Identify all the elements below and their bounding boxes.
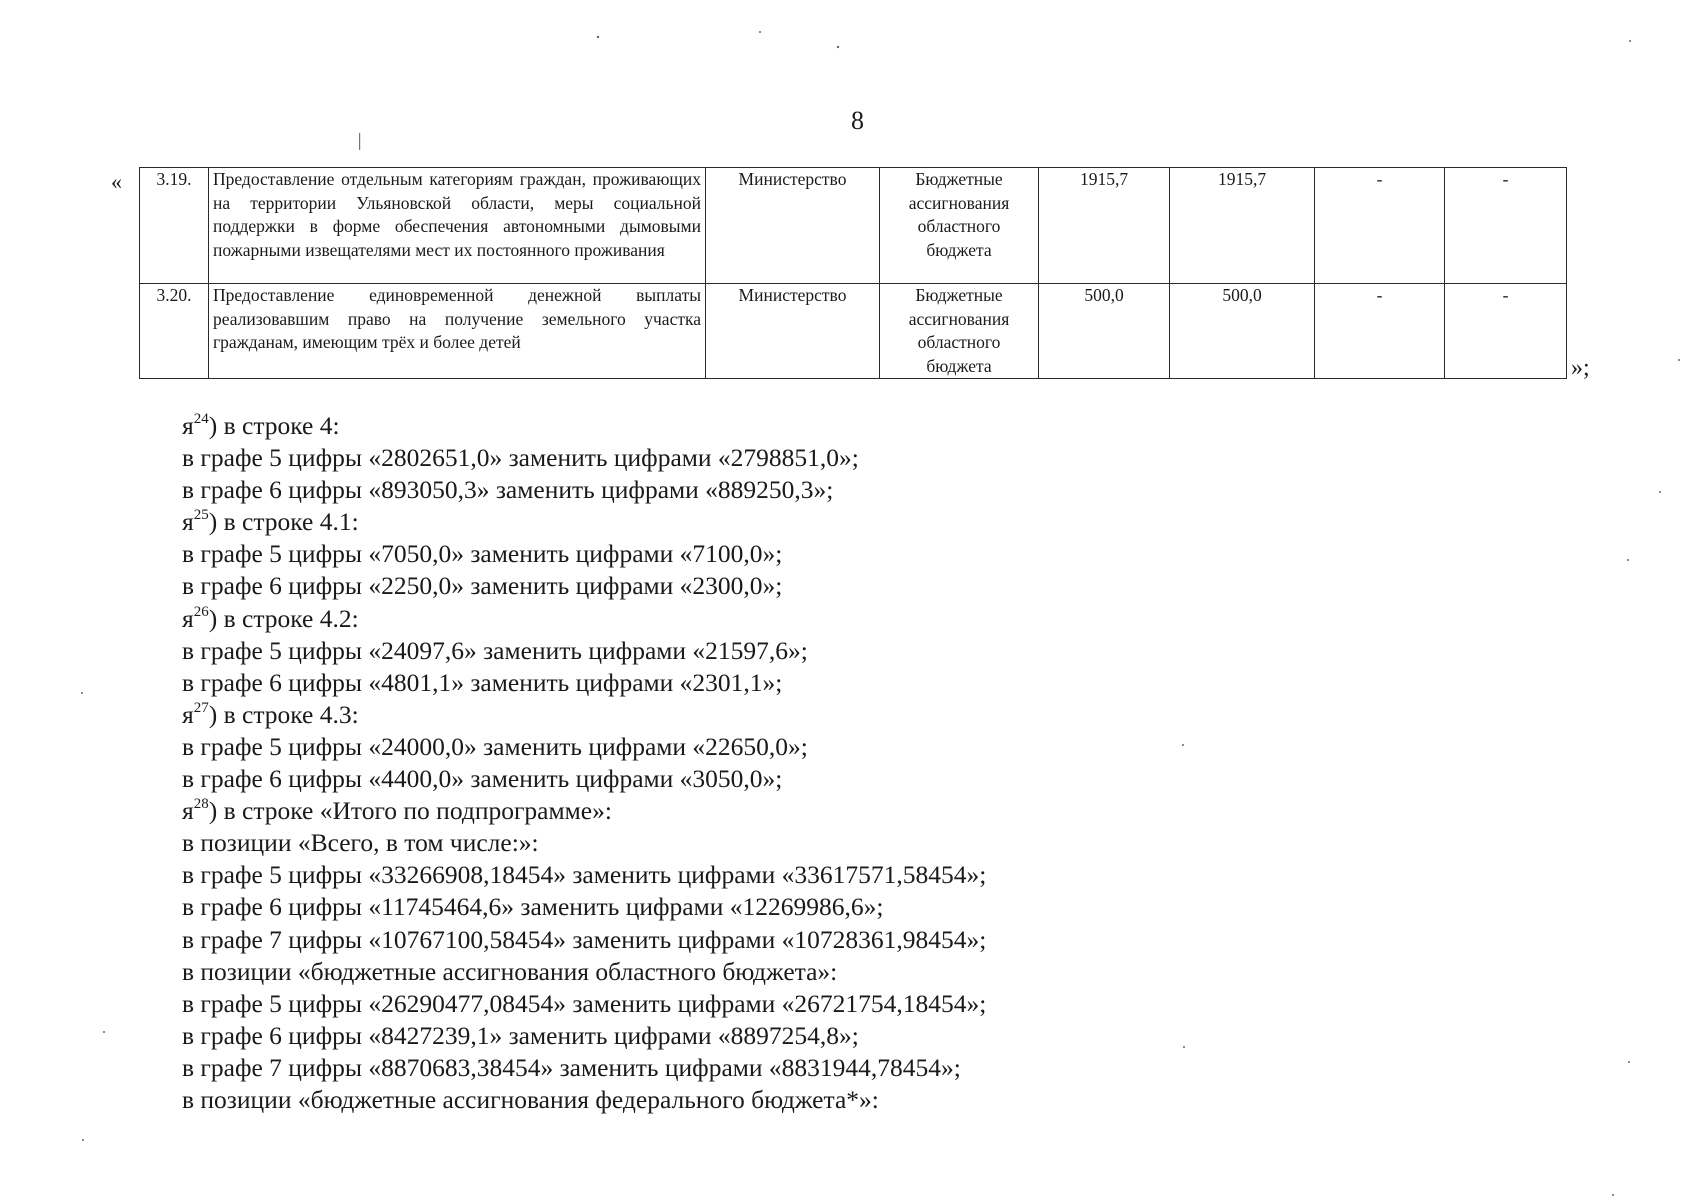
amendment-item-heading <box>182 506 986 538</box>
amendment-line: в графе 5 цифры «33266908,18454» заменить цифрами «33617571,58454»; <box>182 860 987 890</box>
amendment-line: в графе 6 цифры «4400,0» заменить цифрами «3050,0»; <box>182 764 783 794</box>
item-heading-text: ) в строке 4.3: <box>208 699 359 729</box>
closing-quote-mark: »; <box>1571 355 1590 381</box>
item-superscript: 27 <box>193 699 209 716</box>
amendment-line: в графе 5 цифры «24000,0» заменить цифрами «22650,0»; <box>182 731 808 761</box>
amendment-line: в графе 6 цифры «8427239,1» заменить цифрами «8897254,8»; <box>182 1020 859 1050</box>
opening-quote-mark: « <box>111 169 122 194</box>
total-cell: 500,0 <box>1039 284 1170 379</box>
executor-cell: Министерство <box>706 284 880 379</box>
item-heading-text: ) в строке «Итого по подпрограмме»: <box>208 796 612 826</box>
amendment-line: в графе 6 цифры «2250,0» заменить цифрами «2300,0»; <box>182 571 783 601</box>
measure-description: Предоставление единовременной денежной выплаты реализовавшим право на получение земельного участка гражданам, имеющим трёх и более детей <box>209 284 706 379</box>
amendment-item-heading <box>182 699 986 731</box>
table-row <box>140 168 1567 284</box>
item-superscript: 24 <box>193 411 209 427</box>
item-letter: я <box>182 699 194 729</box>
year-cell: - <box>1445 168 1567 284</box>
amendment-line: в позиции «Всего, в том числе:»: <box>182 828 539 858</box>
item-letter: я <box>182 796 194 826</box>
measure-description: Предоставление отдельным категориям граждан, проживающих на территории Ульяновской области, меры социальной поддержки в форме обеспечения автономными дымовыми пожарными извещателями мест их постоянного проживания <box>209 168 706 284</box>
year-cell: - <box>1315 284 1445 379</box>
amendment-line: в позиции «бюджетные ассигнования федерального бюджета*»: <box>182 1084 879 1114</box>
item-letter: я <box>182 507 194 537</box>
amendment-item-heading <box>182 410 986 442</box>
amendment-line: в графе 6 цифры «893050,3» заменить цифрами «889250,3»; <box>182 475 834 505</box>
executor-cell: Министерство <box>706 168 880 284</box>
amendment-line: в позиции «бюджетные ассигнования областного бюджета»: <box>182 956 838 986</box>
page-number: 8 <box>851 106 864 135</box>
item-letter: я <box>182 603 194 633</box>
amendment-line: в графе 5 цифры «2802651,0» заменить цифрами «2798851,0»; <box>182 443 859 473</box>
amendment-table <box>139 167 1567 379</box>
row-number: 3.20. <box>140 284 209 379</box>
amendment-item-heading <box>182 795 986 827</box>
item-superscript: 28 <box>193 796 209 813</box>
item-superscript: 25 <box>193 507 209 524</box>
amendment-item-heading <box>182 603 986 635</box>
item-superscript: 26 <box>193 603 209 620</box>
year-cell: - <box>1315 168 1445 284</box>
item-heading-text: ) в строке 4.1: <box>208 507 359 537</box>
year-cell: 500,0 <box>1170 284 1315 379</box>
item-letter: я <box>182 411 194 440</box>
amendment-line: в графе 6 цифры «11745464,6» заменить цифрами «12269986,6»; <box>182 892 884 922</box>
year-cell: - <box>1445 284 1567 379</box>
funding-source-cell: Бюджетные ассигнования областного бюджета <box>880 284 1039 379</box>
amendment-line: в графе 5 цифры «24097,6» заменить цифрами «21597,6»; <box>182 635 808 665</box>
funding-source-cell: Бюджетные ассигнования областного бюджета <box>880 168 1039 284</box>
amendment-instructions <box>182 410 986 1116</box>
amendment-line: в графе 5 цифры «7050,0» заменить цифрами «7100,0»; <box>182 539 783 569</box>
total-cell: 1915,7 <box>1039 168 1170 284</box>
amendment-line: в графе 7 цифры «10767100,58454» заменить цифрами «10728361,98454»; <box>182 924 987 954</box>
item-heading-text: ) в строке 4: <box>208 411 340 440</box>
row-number: 3.19. <box>140 168 209 284</box>
amendment-line: в графе 7 цифры «8870683,38454» заменить цифрами «8831944,78454»; <box>182 1052 961 1082</box>
year-cell: 1915,7 <box>1170 168 1315 284</box>
amendment-line: в графе 5 цифры «26290477,08454» заменить цифрами «26721754,18454»; <box>182 988 987 1018</box>
amendment-line: в графе 6 цифры «4801,1» заменить цифрами «2301,1»; <box>182 667 783 697</box>
item-heading-text: ) в строке 4.2: <box>208 603 359 633</box>
table-row <box>140 284 1567 379</box>
